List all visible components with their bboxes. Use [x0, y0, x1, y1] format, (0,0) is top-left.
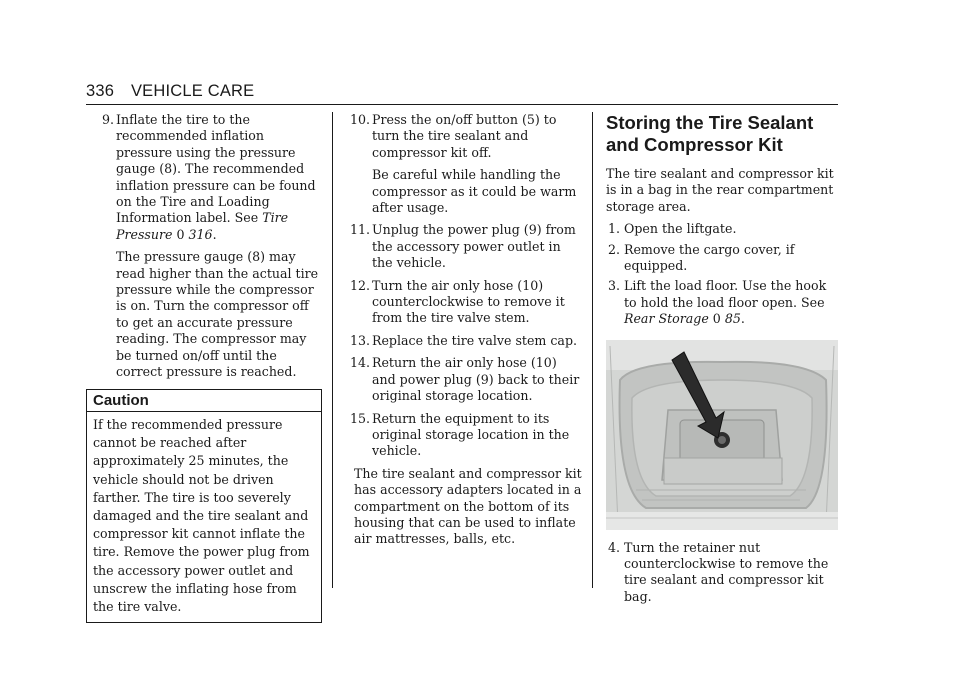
step-number: 12.: [349, 277, 370, 293]
caution-title: Caution: [87, 390, 321, 412]
caution-body: If the recommended pressure cannot be reached after approximately 25 minutes, the vehicle should not be driven farther. The tire is too severely damaged and the tire sealant and compressor kit cannot inflate the tire. Remove the power plug from the accessory power outlet and unscrew the inflating hose from the tire valve.: [93, 416, 310, 614]
ref-page-number[interactable]: 316: [188, 226, 213, 242]
step-number: 2.: [607, 241, 620, 257]
column-3: [606, 112, 840, 609]
intro-paragraph: The tire sealant and compressor kit is in a bag in the rear compartment storage area.: [606, 166, 834, 214]
step-10: [342, 112, 582, 161]
step-text: Open the liftgate.: [624, 221, 737, 237]
header-rule: [86, 104, 838, 105]
step-14: [342, 355, 582, 404]
step-text: Remove the cargo cover, if equipped.: [624, 241, 795, 274]
step-15: [342, 411, 582, 460]
page-header: [86, 82, 254, 101]
step-end: .: [740, 311, 745, 327]
page-ref-icon: 0: [712, 311, 721, 327]
step-text: Press the on/off button (5) to turn the tire sealant and compressor kit off.: [372, 112, 557, 160]
step-text: Turn the air only hose (10) counterclockwise to remove it from the tire valve stem.: [372, 277, 565, 326]
step-text: Replace the tire valve stem cap.: [372, 332, 578, 348]
step-number: 11.: [349, 222, 370, 238]
heading-line-1: Storing the Tire Sealant: [606, 112, 814, 133]
load-floor-photo: [606, 340, 838, 530]
cross-reference-link[interactable]: Tire Pressure: [116, 210, 289, 242]
caution-box: [86, 389, 322, 624]
section-heading: [606, 112, 840, 156]
column-divider: [592, 112, 593, 588]
step-number: 1.: [607, 221, 620, 237]
step-number: 14.: [349, 355, 370, 371]
ref-page-number[interactable]: 85: [724, 311, 741, 327]
step-text: Unplug the power plug (9) from the accessory power outlet in the vehicle.: [372, 222, 576, 271]
closing-paragraph: The tire sealant and compressor kit has accessory adapters located in a compartment on the bottom of its housing that can be used to inflate air mattresses, balls, etc.: [354, 465, 582, 547]
step-13: [342, 333, 582, 349]
heading-line-2: and Compressor Kit: [606, 134, 783, 155]
step-number: 4.: [607, 539, 620, 555]
column-divider: [332, 112, 333, 588]
step-9: [86, 112, 322, 243]
step-11: [342, 222, 582, 271]
step-text: Inflate the tire to the recommended inflation pressure using the pressure gauge (8). The recommended inflation pressure can be found on the Tire and Loading Information label. See: [116, 112, 316, 226]
page-ref-icon: 0: [176, 226, 185, 242]
page-number: 336: [86, 82, 115, 100]
step-text: Lift the load floor. Use the hook to hold the load floor open. See: [624, 278, 827, 310]
step-10-note: Be careful while handling the compressor as it could be warm after usage.: [372, 167, 577, 216]
step-number: 9.: [101, 112, 114, 127]
step-number: 15.: [349, 410, 370, 426]
step-number: 13.: [349, 332, 370, 348]
column-2: [342, 112, 582, 554]
step-4: [606, 540, 840, 606]
step-text: Return the equipment to its original storage location in the vehicle.: [372, 410, 570, 459]
column-1: [86, 112, 322, 623]
section-title: VEHICLE CARE: [130, 82, 255, 100]
step-number: 10.: [349, 112, 370, 127]
step-end: .: [212, 226, 217, 242]
step-number: 3.: [607, 278, 620, 294]
step-2: [606, 242, 840, 275]
step-1: [606, 221, 840, 237]
step-9-note: The pressure gauge (8) may read higher than the actual tire pressure while the compressor is on. Turn the compressor off to get an accurate pressure reading. The compressor may be turned on/off until the correct pressure is reached.: [116, 249, 319, 380]
step-text: Turn the retainer nut counterclockwise to remove the tire sealant and compressor kit bag.: [624, 539, 829, 604]
cross-reference-link[interactable]: Rear Storage: [624, 311, 709, 327]
step-3: [606, 278, 840, 327]
step-12: [342, 278, 582, 327]
step-text: Return the air only hose (10) and power plug (9) back to their original storage location.: [372, 355, 580, 404]
